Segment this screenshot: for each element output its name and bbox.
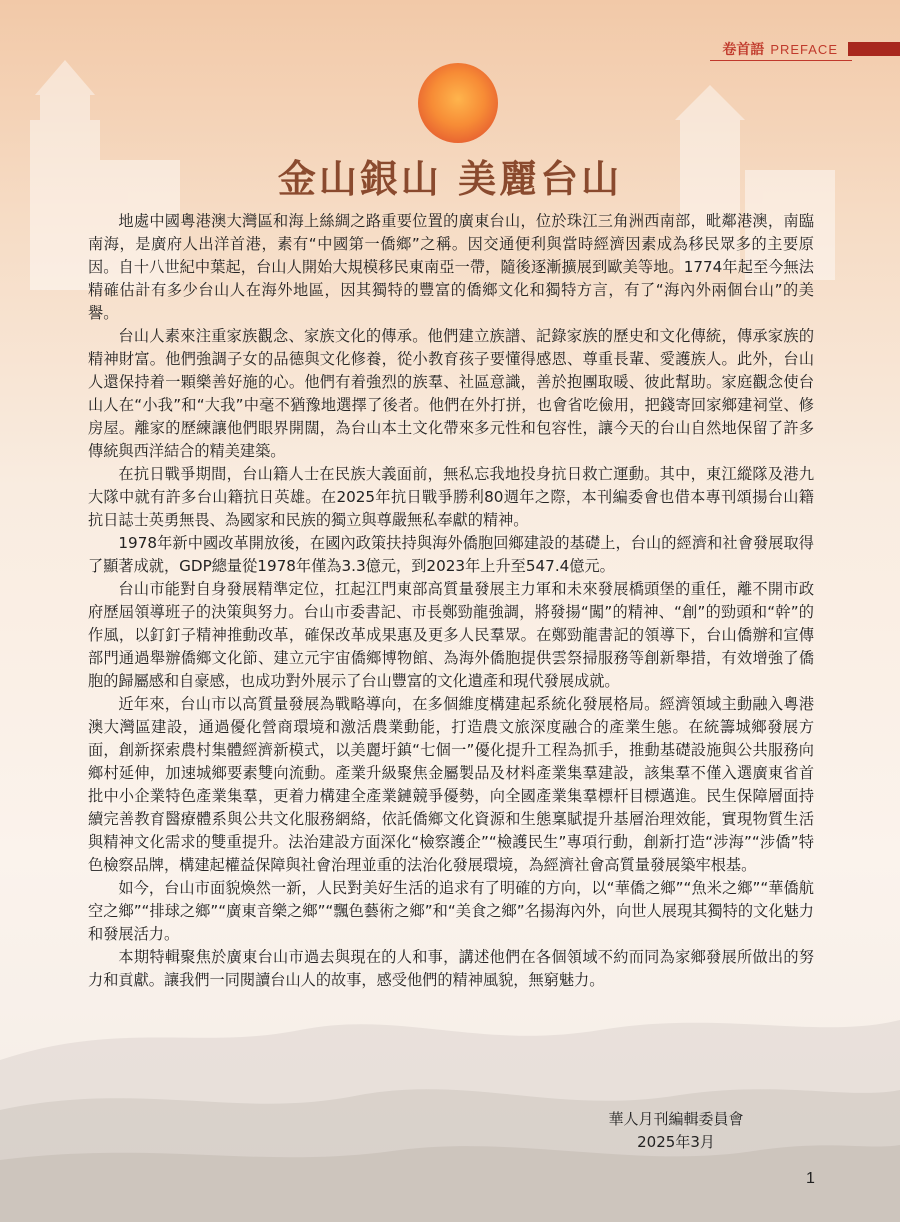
page-number: 1 xyxy=(806,1170,815,1187)
paragraph: 台山人素來注重家族觀念、家族文化的傳承。他們建立族譜、記錄家族的歷史和文化傳統，傳承家族的精神財富。他們強調子女的品德與文化修養，從小教育孩子要懂得感恩、尊重長輩、愛護族人。此外，台山人還保持着一顆樂善好施的心。他們有着強烈的族羣、社區意識，善於抱團取暖、彼此幫助。家庭觀念使台山人在“小我”和“大我”中毫不猶豫地選擇了後者。他們在外打拼，也會省吃儉用，把錢寄回家鄉建祠堂、修房屋。離家的歷練讓他們眼界開闊，為台山本土文化帶來多元性和包容性，讓今天的台山自然地保留了許多傳統與西洋結合的精美建築。 xyxy=(88,327,814,460)
header-underline xyxy=(710,60,852,61)
paragraph: 如今，台山市面貌煥然一新，人民對美好生活的追求有了明確的方向，以“華僑之鄉”“魚米之鄉”“華僑航空之鄉”“排球之鄉”“廣東音樂之鄉”“飄色藝術之鄉”和“美食之鄉”名揚海內外，向世人展現其獨特的文化魅力和發展活力。 xyxy=(88,879,814,943)
signature-date: 2025年3月 xyxy=(637,1133,715,1151)
section-label-en: PREFACE xyxy=(770,41,838,57)
paragraph: 台山市能對自身發展精準定位，扛起江門東部高質量發展主力軍和未來發展橋頭堡的重任，離不開市政府歷屆領導班子的決策與努力。台山市委書記、市長鄭勁龍強調，將發揚“闖”的精神、“創”的勁頭和“幹”的作風，以釘釘子精神推動改革，確保改革成果惠及更多人民羣眾。在鄭勁龍書記的領導下，台山僑辦和宣傳部門通過舉辦僑鄉文化節、建立元宇宙僑鄉博物館、為海外僑胞提供雲祭掃服務等創新舉措，有效增強了僑胞的歸屬感和自豪感，也成功對外展示了台山豐富的文化遺產和現代發展成就。 xyxy=(88,580,814,690)
section-header xyxy=(722,38,900,60)
paragraph: 1978年新中國改革開放後，在國內政策扶持與海外僑胞回鄉建設的基礎上，台山的經濟和社會發展取得了顯著成就，GDP總量從1978年僅為3.3億元，到2023年上升至547.4億元。 xyxy=(88,534,814,575)
sun-graphic xyxy=(418,63,498,143)
section-label-cn: 卷首語 xyxy=(722,42,765,58)
paragraph: 在抗日戰爭期間，台山籍人士在民族大義面前，無私忘我地投身抗日救亡運動。其中，東江縱隊及港九大隊中就有許多台山籍抗日英雄。在2025年抗日戰爭勝利80週年之際，本刊編委會也借本專刊頌揚台山籍抗日誌士英勇無畏、為國家和民族的獨立與尊嚴無私奉獻的精神。 xyxy=(88,465,814,529)
paragraph: 地處中國粵港澳大灣區和海上絲綢之路重要位置的廣東台山，位於珠江三角洲西南部，毗鄰港澳，南臨南海，是廣府人出洋首港，素有“中國第一僑鄉”之稱。因交通便利與當時經濟因素成為移民眾多的主要原因。自十八世紀中葉起，台山人開始大規模移民東南亞一帶，隨後逐漸擴展到歐美等地。1774年起至今無法精確估計有多少台山人在海外地區，因其獨特的豐富的僑鄉文化和獨特方言，有了“海內外兩個台山”的美譽。 xyxy=(88,212,814,322)
signature-block xyxy=(596,1108,756,1154)
header-accent-bar xyxy=(848,42,900,56)
paragraph: 本期特輯聚焦於廣東台山市過去與現在的人和事，講述他們在各個領域不約而同為家鄉發展所做出的努力和貢獻。讓我們一同閱讀台山人的故事，感受他們的精神風貌，無窮魅力。 xyxy=(88,948,814,989)
paragraph: 近年來，台山市以高質量發展為戰略導向，在多個維度構建起系統化發展格局。經濟領域主動融入粵港澳大灣區建設，通過優化營商環境和激活農業動能，打造農文旅深度融合的產業生態。在統籌城鄉發展方面，創新探索農村集體經濟新模式，以美麗圩鎮“七個一”優化提升工程為抓手，推動基礎設施與公共服務向鄉村延伸，加速城鄉要素雙向流動。產業升級聚焦金屬製品及材料產業集羣建設，該集羣不僅入選廣東省首批中小企業特色產業集羣，更着力構建全產業鏈競爭優勢，向全國產業集羣標杆目標邁進。民生保障層面持續完善教育醫療體系與公共文化服務網絡，依託僑鄉文化資源和生態稟賦提升基層治理效能，實現物質生活與精神文化需求的雙重提升。法治建設方面深化“檢察護企”“檢護民生”專項行動，創新打造“涉海”“涉僑”特色檢察品牌，構建起權益保障與社會治理並重的法治化發展環境，為經濟社會高質量發展築牢根基。 xyxy=(88,695,814,874)
article-body xyxy=(88,210,814,992)
page-title: 金山銀山 美麗台山 xyxy=(277,156,623,201)
signature-org: 華人月刊編輯委員會 xyxy=(608,1110,744,1128)
